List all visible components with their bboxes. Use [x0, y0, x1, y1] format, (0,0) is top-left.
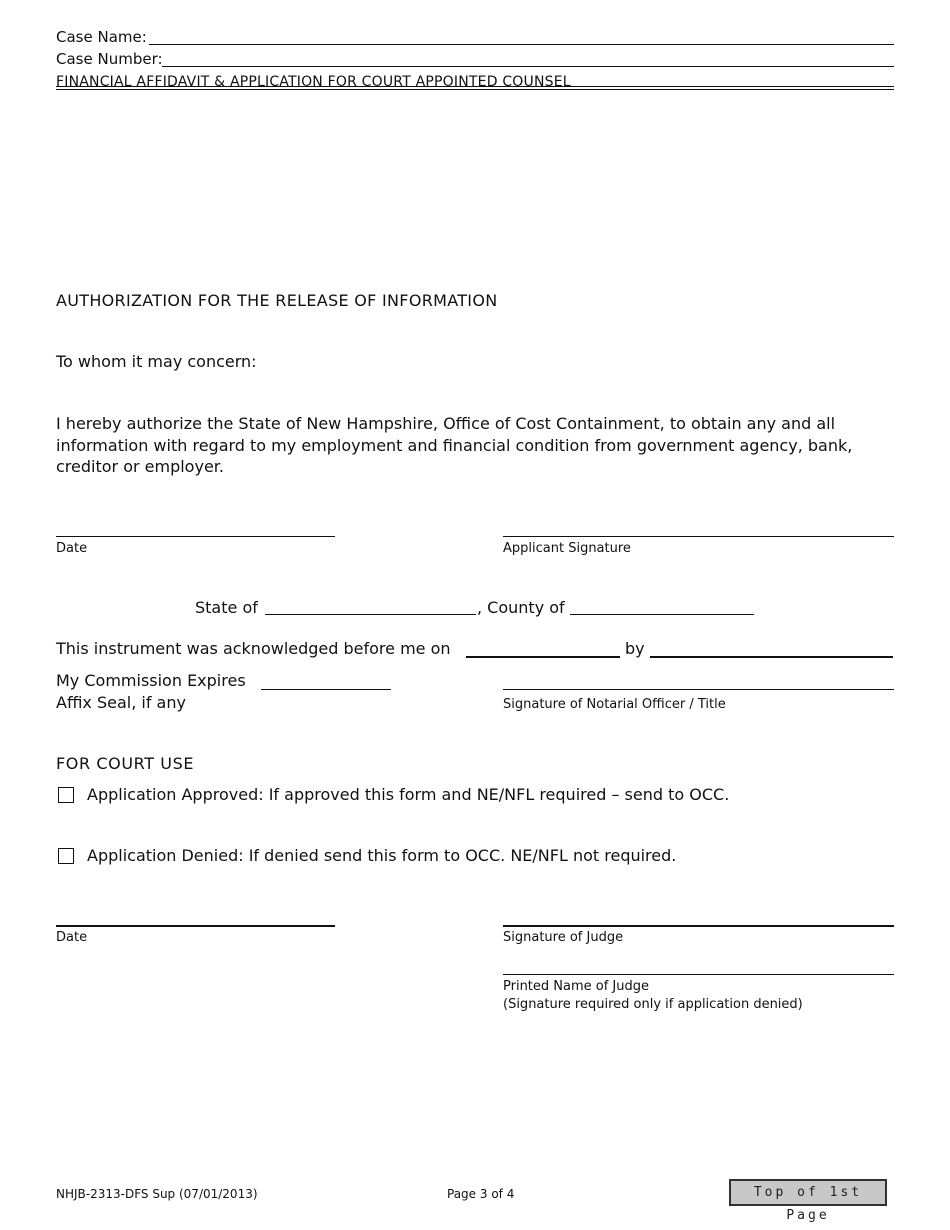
- acknowledged-date-field[interactable]: [466, 656, 620, 658]
- county-of-label: , County of: [477, 598, 565, 617]
- case-number-label: Case Number:: [56, 50, 163, 68]
- application-approved-label: Application Approved: If approved this form and NE/NFL required – send to OCC.: [87, 785, 730, 804]
- by-label: by: [625, 639, 645, 658]
- applicant-signature-field[interactable]: [503, 536, 894, 537]
- acknowledged-label: This instrument was acknowledged before me on: [56, 639, 451, 658]
- judge-printed-name-field[interactable]: [503, 974, 894, 975]
- acknowledged-by-field[interactable]: [650, 656, 893, 658]
- commission-expires-field[interactable]: [261, 689, 391, 690]
- judge-signature-label: Signature of Judge: [503, 930, 624, 945]
- case-name-label: Case Name:: [56, 28, 147, 46]
- page-info: Page 3 of 4: [447, 1187, 515, 1201]
- notarial-signature-label: Signature of Notarial Officer / Title: [503, 697, 726, 712]
- authorization-heading: AUTHORIZATION FOR THE RELEASE OF INFORMATION: [56, 291, 498, 310]
- application-denied-checkbox[interactable]: [58, 848, 74, 864]
- case-number-field[interactable]: [162, 66, 894, 67]
- date-field[interactable]: [56, 536, 335, 537]
- affix-seal-label: Affix Seal, if any: [56, 693, 186, 712]
- judge-note: (Signature required only if application denied): [503, 997, 803, 1012]
- court-date-field[interactable]: [56, 925, 335, 927]
- state-of-label: State of: [195, 598, 258, 617]
- state-field[interactable]: [265, 614, 476, 615]
- judge-signature-field[interactable]: [503, 925, 894, 927]
- applicant-signature-label: Applicant Signature: [503, 541, 631, 556]
- application-denied-label: Application Denied: If denied send this form to OCC. NE/NFL not required.: [87, 846, 677, 865]
- date-label: Date: [56, 541, 88, 556]
- salutation: To whom it may concern:: [56, 352, 257, 371]
- notarial-signature-field[interactable]: [503, 689, 894, 690]
- county-field[interactable]: [570, 614, 754, 615]
- commission-expires-label: My Commission Expires: [56, 671, 246, 690]
- form-title: FINANCIAL AFFIDAVIT & APPLICATION FOR COURT APPOINTED COUNSEL: [56, 74, 571, 90]
- form-id: NHJB-2313-DFS Sup (07/01/2013): [56, 1187, 258, 1201]
- judge-printed-name-label: Printed Name of Judge: [503, 979, 650, 994]
- court-use-heading: FOR COURT USE: [56, 754, 195, 773]
- case-name-field[interactable]: [149, 44, 894, 45]
- top-of-first-page-button[interactable]: Top of 1st Page: [729, 1179, 887, 1206]
- court-date-label: Date: [56, 930, 88, 945]
- authorization-body: I hereby authorize the State of New Hampshire, Office of Cost Containment, to obtain any and all information with regard to my employment and financial condition from government agency, bank, creditor or employer.: [56, 414, 853, 476]
- header-rule-top: [56, 86, 894, 87]
- application-approved-checkbox[interactable]: [58, 787, 74, 803]
- header-rule-bottom: [56, 89, 894, 90]
